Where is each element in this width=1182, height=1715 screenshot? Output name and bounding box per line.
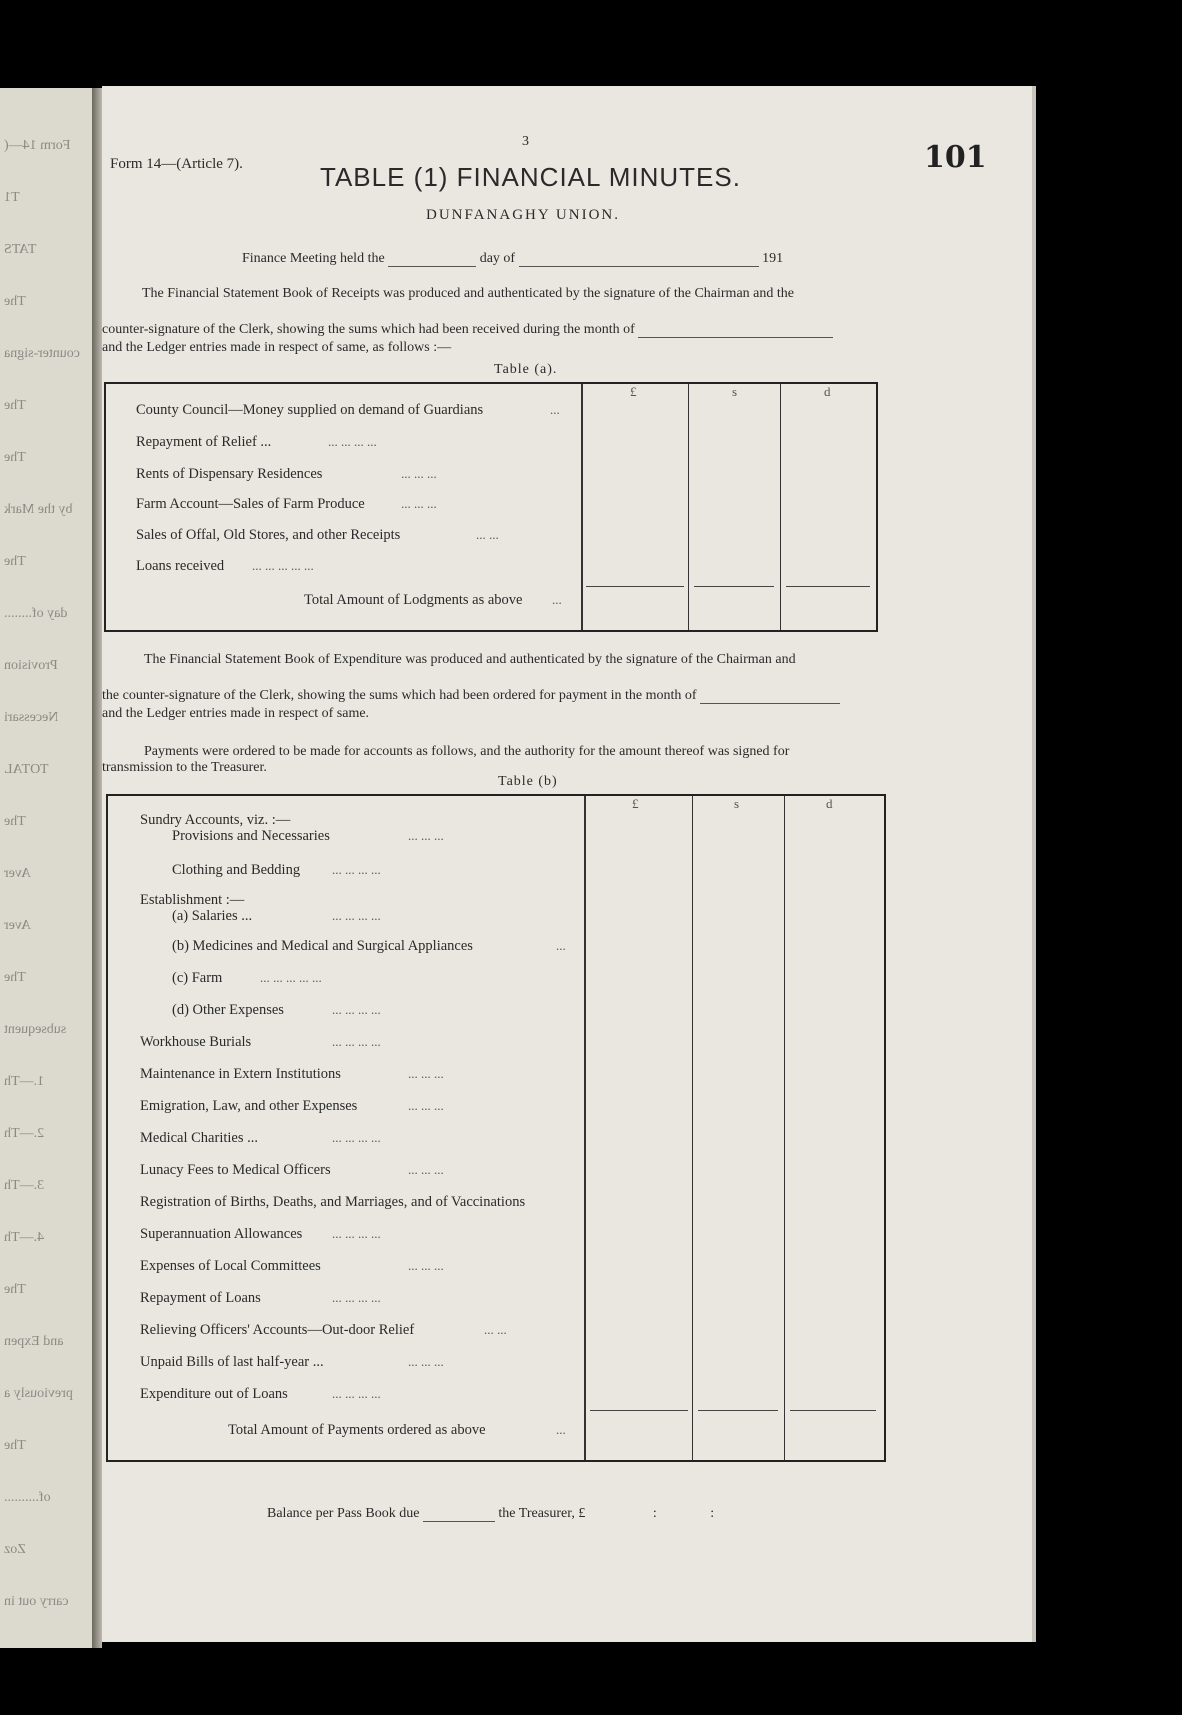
- balance-suffix: the Treasurer, £: [498, 1506, 586, 1521]
- form-page: [102, 86, 1032, 1642]
- table-b-row: Clothing and Bedding: [172, 862, 301, 878]
- left-page-ghost-line: 4.—Th: [4, 1230, 45, 1245]
- table-b-row: (c) Farm: [172, 970, 223, 986]
- leader-dots: ... ... ... ... ...: [252, 558, 314, 573]
- table-b-row: Unpaid Bills of last half-year ...: [140, 1354, 324, 1370]
- meeting-month-blank: [519, 265, 759, 267]
- receipts-line-3: and the Ledger entries made in respect of same, as follows :—: [102, 340, 452, 355]
- union-name: DUNFANAGHY UNION.: [426, 207, 620, 223]
- leader-dots: ... ... ...: [408, 1098, 444, 1113]
- left-page-ghost-line: counter-signa: [4, 346, 80, 361]
- leader-dots: ...: [550, 402, 560, 417]
- total-rule: [790, 1410, 876, 1411]
- table-b-row: Workhouse Burials: [140, 1034, 252, 1050]
- meeting-middle: day of: [479, 251, 516, 266]
- leader-dots: ... ... ... ...: [332, 1034, 381, 1049]
- leader-dots: ... ... ... ...: [332, 908, 381, 923]
- left-page-ghost-line: The: [4, 1282, 26, 1297]
- left-page-ghost-line: The: [4, 970, 26, 985]
- table-a-caption: Table (a).: [494, 362, 558, 377]
- table-b: [106, 794, 886, 1462]
- left-page-ghost-line: carry out in: [4, 1594, 69, 1609]
- book-gutter: [92, 88, 102, 1648]
- left-page-ghost-line: previously a: [4, 1386, 73, 1401]
- leader-dots: ... ... ...: [408, 1354, 444, 1369]
- table-b-row: Sundry Accounts, viz. :—: [140, 812, 291, 828]
- left-page-ghost-line: 3.—Th: [4, 1178, 45, 1193]
- left-page-ghost-line: The: [4, 450, 26, 465]
- meeting-prefix: Finance Meeting held the: [242, 251, 385, 266]
- table-b-row: (a) Salaries ...: [172, 908, 253, 924]
- table-b-total: Total Amount of Payments ordered as above: [228, 1422, 486, 1438]
- receipts-month-blank: [638, 336, 833, 338]
- total-rule: [786, 586, 870, 587]
- table-a-row: Sales of Offal, Old Stores, and other Receipts: [136, 527, 401, 543]
- left-page-ghost-line: Necessari: [4, 710, 59, 725]
- table-b-row: Establishment :—: [140, 892, 245, 908]
- leader-dots: ... ...: [476, 527, 499, 542]
- left-page-ghost-line: The: [4, 294, 26, 309]
- expenditure-line-2: [102, 688, 840, 704]
- left-page-ghost-line: day of........: [4, 606, 68, 621]
- left-page-ghost-line: 1.—Th: [4, 1074, 45, 1089]
- left-page-ghost-line: Form 14—(: [4, 138, 71, 153]
- leader-dots: ... ... ... ...: [332, 1130, 381, 1145]
- left-page-ghost-line: Zoz: [4, 1542, 26, 1557]
- table-b-row: (d) Other Expenses: [172, 1002, 284, 1018]
- leader-dots: ...: [552, 592, 562, 607]
- table-b-head-pence: d: [826, 796, 833, 811]
- table-a-total: Total Amount of Lodgments as above: [304, 592, 523, 608]
- left-page-ghost-line: Aver: [4, 918, 31, 933]
- leader-dots: ... ... ...: [408, 1162, 444, 1177]
- leader-dots: ...: [556, 938, 566, 953]
- receipts-line-2: [102, 322, 833, 338]
- leader-dots: ... ... ...: [408, 1258, 444, 1273]
- table-b-row: Lunacy Fees to Medical Officers: [140, 1162, 331, 1178]
- meeting-year: 191: [762, 251, 784, 266]
- leader-dots: ... ... ... ...: [332, 1226, 381, 1241]
- meeting-line: [242, 251, 783, 267]
- left-page-ghost-line: T1: [4, 190, 20, 205]
- left-page-ghost-line: The: [4, 554, 26, 569]
- table-a-divider: [581, 384, 583, 630]
- table-b-divider: [584, 796, 586, 1460]
- left-page-ghost-line: Aver: [4, 866, 31, 881]
- left-page-ghost-line: 2.—Th: [4, 1126, 45, 1141]
- table-b-row: Superannuation Allowances: [140, 1226, 303, 1242]
- left-page-ghost-line: The: [4, 814, 26, 829]
- table-a-head-pounds: £: [630, 384, 637, 399]
- table-a-col-line: [688, 384, 689, 630]
- total-rule: [590, 1410, 688, 1411]
- leader-dots: ... ... ... ... ...: [260, 970, 322, 985]
- left-page-ghost-line: The: [4, 398, 26, 413]
- balance-colon: :: [652, 1506, 657, 1521]
- expenditure-line-3: and the Ledger entries made in respect of same.: [102, 706, 370, 721]
- left-page-ghost-line: and Expen: [4, 1334, 64, 1349]
- leader-dots: ... ... ... ...: [328, 434, 377, 449]
- leader-dots: ... ... ...: [401, 496, 437, 511]
- leader-dots: ... ... ...: [401, 466, 437, 481]
- leader-dots: ... ... ... ...: [332, 862, 381, 877]
- left-page: [0, 88, 98, 1648]
- left-page-ghost-line: Provision: [4, 658, 58, 673]
- table-b-row: Expenses of Local Committees: [140, 1258, 321, 1274]
- total-rule: [694, 586, 774, 587]
- table-a-row: Rents of Dispensary Residences: [136, 466, 323, 482]
- table-b-head-shillings: s: [734, 796, 740, 811]
- expenditure-line-2-text: the counter-signature of the Clerk, showing the sums which had been ordered for payment in the month of: [102, 688, 697, 703]
- left-page-ghost-line: of..........: [4, 1490, 51, 1505]
- expenditure-line-5: transmission to the Treasurer.: [102, 760, 267, 775]
- table-b-head-pounds: £: [632, 796, 639, 811]
- expenditure-line-4: Payments were ordered to be made for accounts as follows, and the authority for the amount thereof was signed for: [144, 744, 790, 759]
- expenditure-line-1: The Financial Statement Book of Expenditure was produced and authenticated by the signature of the Chairman and: [144, 652, 796, 667]
- table-b-col-line: [692, 796, 693, 1460]
- table-b-row: Medical Charities ...: [140, 1130, 258, 1146]
- table-a-row: Farm Account—Sales of Farm Produce: [136, 496, 365, 512]
- table-b-row: Emigration, Law, and other Expenses: [140, 1098, 358, 1114]
- left-page-ghost-line: subsequent: [4, 1022, 67, 1037]
- leader-dots: ... ... ... ...: [332, 1386, 381, 1401]
- leader-dots: ... ... ...: [408, 1066, 444, 1081]
- left-page-ghost-line: The: [4, 1438, 26, 1453]
- table-a-head-pence: d: [824, 384, 831, 399]
- receipts-line-2-text: counter-signature of the Clerk, showing the sums which had been received during the month of: [102, 322, 635, 337]
- page-number: 101: [924, 140, 987, 175]
- expenditure-month-blank: [700, 702, 840, 704]
- table-a: [104, 382, 878, 632]
- leader-dots: ... ... ... ...: [332, 1002, 381, 1017]
- balance-prefix: Balance per Pass Book due: [267, 1506, 420, 1521]
- form-label: Form 14—(Article 7).: [110, 156, 243, 172]
- leader-dots: ... ...: [484, 1322, 507, 1337]
- total-rule: [586, 586, 684, 587]
- balance-blank: [423, 1520, 495, 1522]
- table-b-row: Maintenance in Extern Institutions: [140, 1066, 341, 1082]
- table-b-caption: Table (b): [498, 774, 558, 789]
- page-title: TABLE (1) FINANCIAL MINUTES.: [320, 162, 741, 192]
- left-page-ghost-line: by the Mark: [4, 502, 73, 517]
- balance-colon: :: [710, 1506, 715, 1521]
- table-b-row: Expenditure out of Loans: [140, 1386, 288, 1402]
- table-a-row: Repayment of Relief ...: [136, 434, 272, 450]
- table-a-row: Loans received: [136, 558, 225, 574]
- table-b-col-line: [784, 796, 785, 1460]
- left-page-ghost-line: TATS: [4, 242, 37, 257]
- leader-dots: ...: [556, 1422, 566, 1437]
- table-b-row: Provisions and Necessaries: [172, 828, 330, 844]
- table-b-row: (b) Medicines and Medical and Surgical Appliances: [172, 938, 473, 954]
- table-b-row: Repayment of Loans: [140, 1290, 261, 1306]
- table-b-row: Registration of Births, Deaths, and Marriages, and of Vaccinations: [140, 1194, 526, 1210]
- table-a-row: County Council—Money supplied on demand of Guardians: [136, 402, 484, 418]
- leader-dots: ... ... ... ...: [332, 1290, 381, 1305]
- top-number: 3: [522, 134, 529, 149]
- balance-line: [267, 1506, 714, 1522]
- meeting-day-blank: [388, 265, 476, 267]
- leader-dots: ... ... ...: [408, 828, 444, 843]
- table-a-head-shillings: s: [732, 384, 738, 399]
- receipts-line-1: The Financial Statement Book of Receipts was produced and authenticated by the signature of the Chairman and the: [142, 286, 794, 301]
- table-b-row: Relieving Officers' Accounts—Out-door Relief: [140, 1322, 415, 1338]
- total-rule: [698, 1410, 778, 1411]
- table-a-col-line: [780, 384, 781, 630]
- left-page-ghost-line: TOTAL: [4, 762, 49, 777]
